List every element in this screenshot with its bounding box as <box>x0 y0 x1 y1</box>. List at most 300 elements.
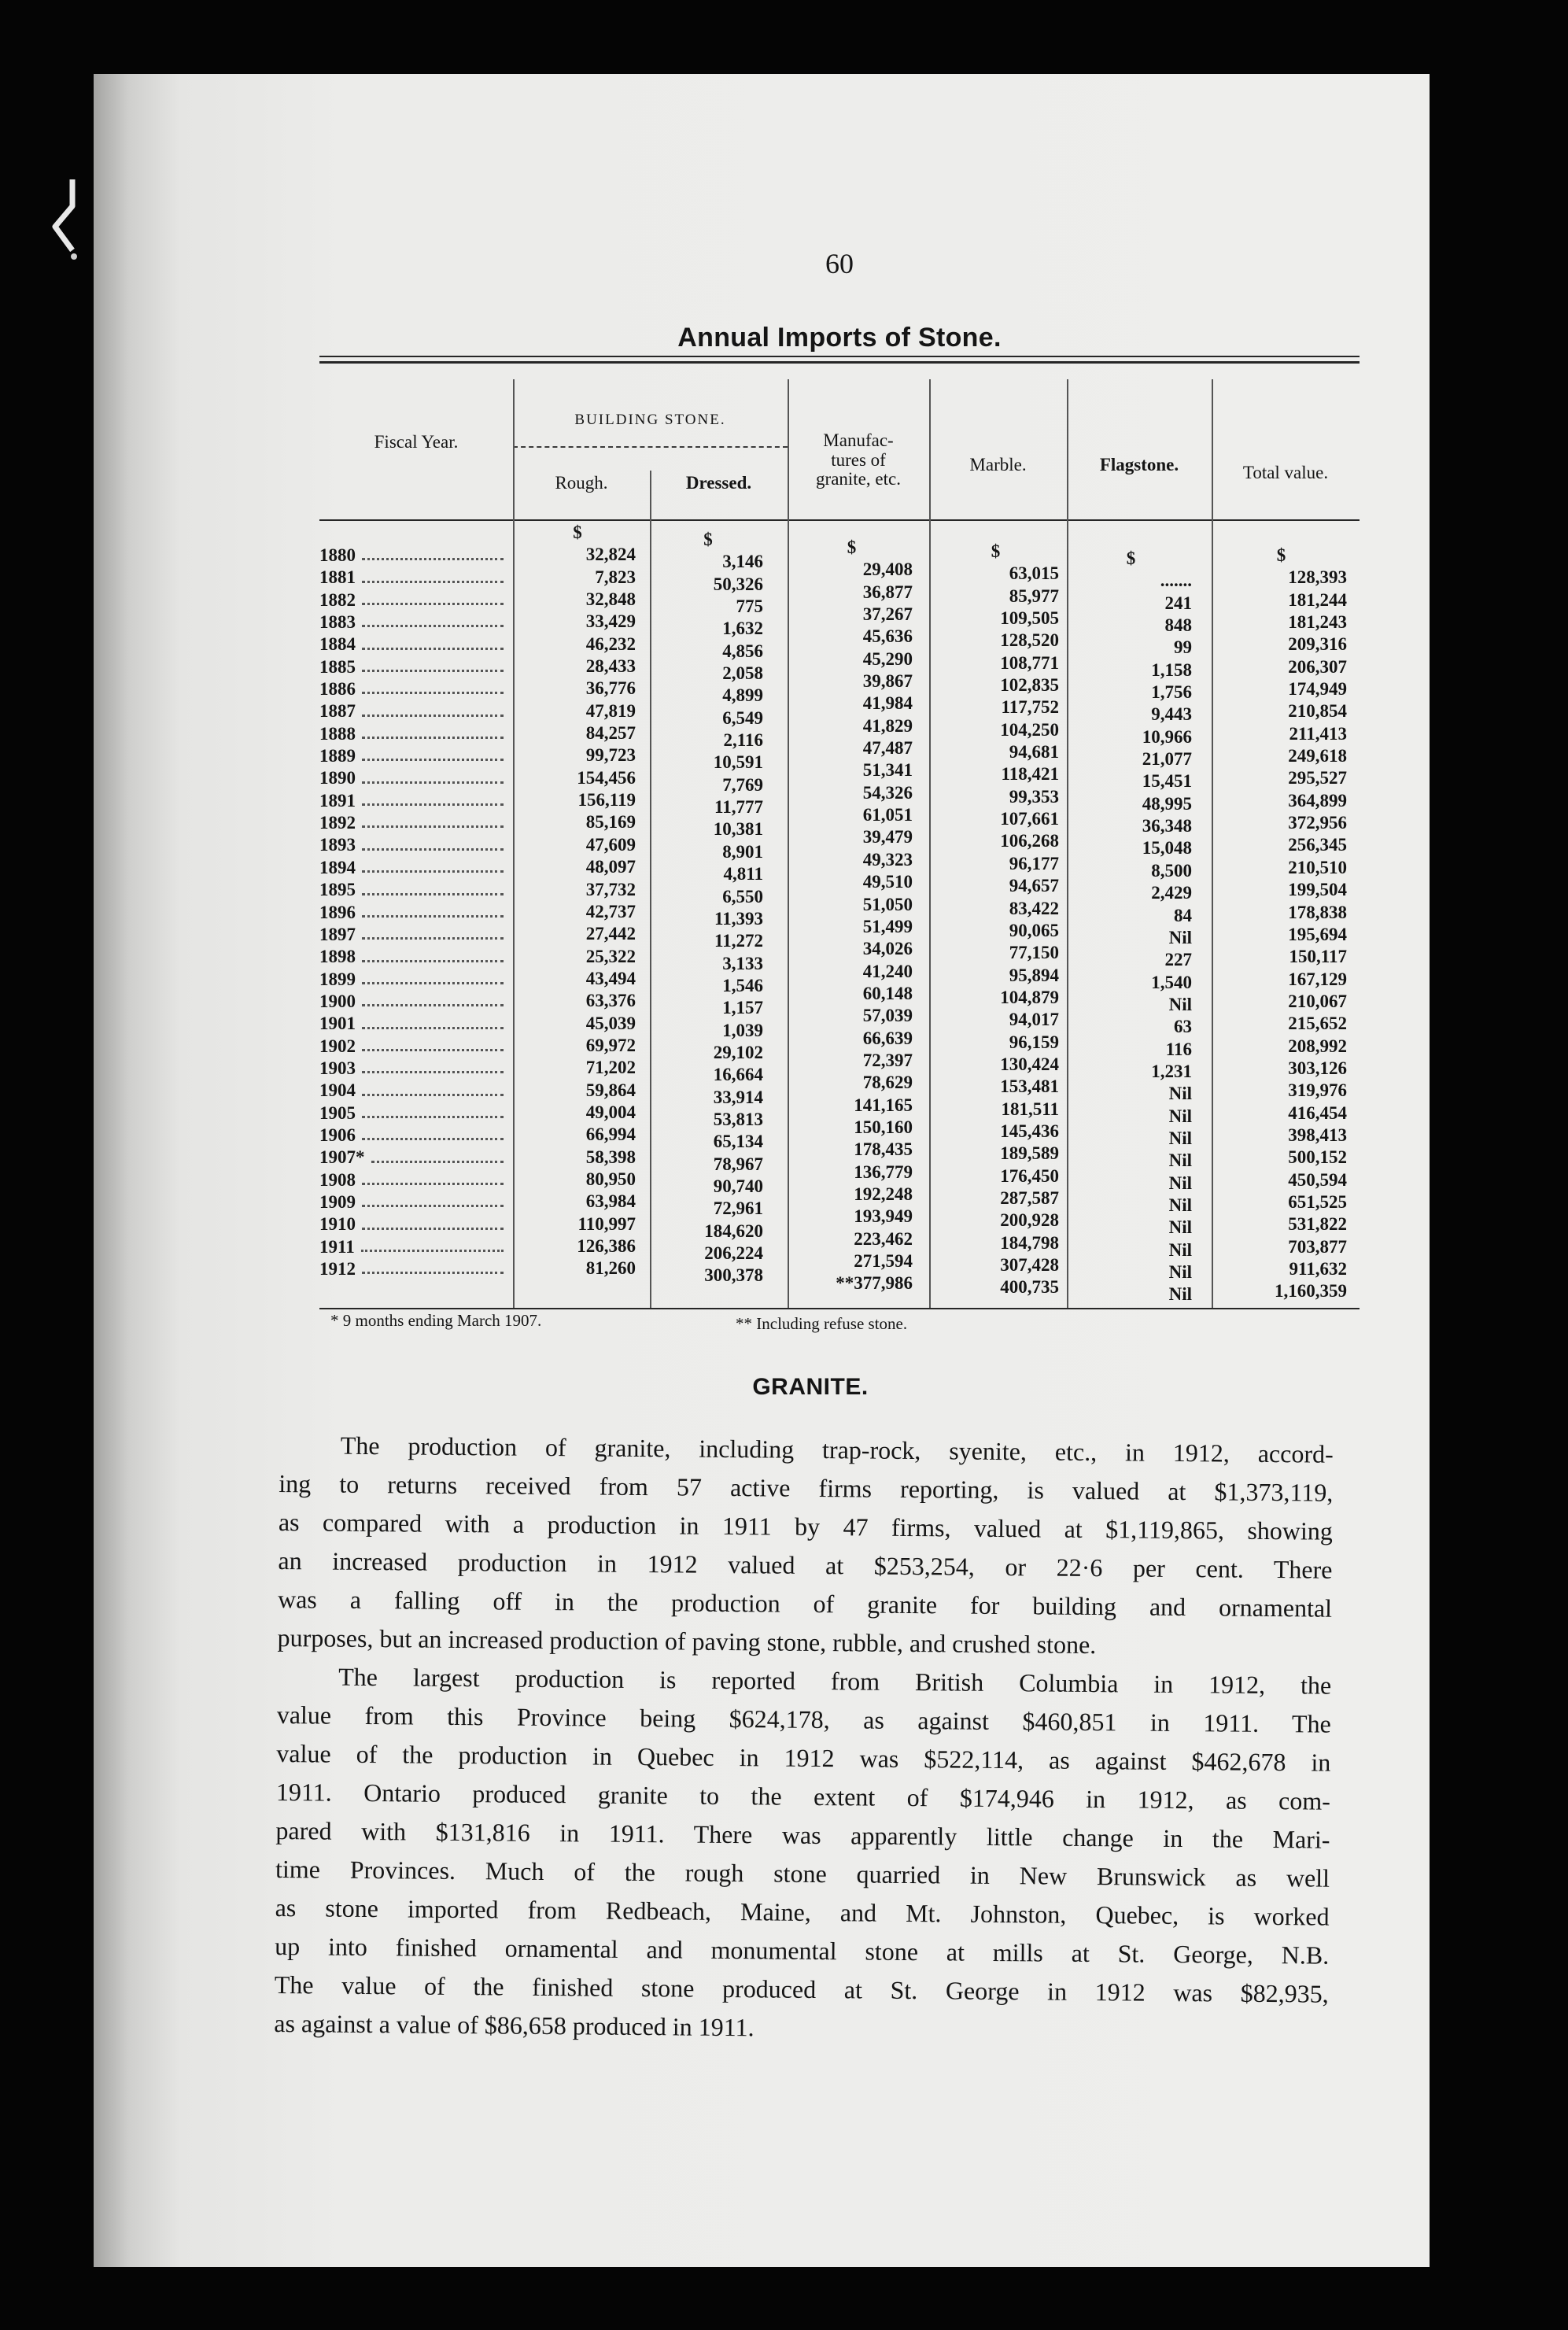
marble-column <box>932 541 1059 1299</box>
year-row <box>319 1124 505 1147</box>
scan-edge-mark <box>46 175 87 266</box>
year-row <box>319 834 505 856</box>
manufactures-value: 61,051 <box>862 805 913 825</box>
column-divider <box>1067 379 1068 1308</box>
dressed-value: 3,146 <box>722 552 763 572</box>
dressed-value: 2,058 <box>722 663 763 684</box>
paragraph-line: time Provinces. Much of the rough stone quarried in New Brunswick as well <box>275 1854 1330 1892</box>
marble-value: 287,587 <box>1000 1187 1059 1208</box>
footnote: * 9 months ending March 1907. <box>330 1311 542 1330</box>
marble-value: 130,424 <box>1000 1054 1059 1074</box>
dot-leader <box>362 1138 504 1140</box>
manufactures-value: 37,267 <box>862 604 913 625</box>
year-row <box>319 767 505 789</box>
rough-value: 99,723 <box>585 745 636 766</box>
manufactures-value: 47,487 <box>862 738 913 759</box>
flagstone-value: 99 <box>1174 637 1192 658</box>
manufactures-value: 271,594 <box>854 1251 913 1271</box>
header-fiscal-year: Fiscal Year. <box>374 432 459 452</box>
rough-column <box>519 522 636 1280</box>
section-body <box>274 1426 1334 2052</box>
year-row <box>319 924 505 946</box>
year-label: 1884 <box>319 634 356 655</box>
dot-leader <box>362 870 504 873</box>
paragraph-line: was a falling off in the production of granite for building and ornamental <box>277 1584 1333 1623</box>
marble-value: 128,520 <box>1000 630 1059 651</box>
manufactures-value: 141,165 <box>854 1095 913 1115</box>
manufactures-value: 192,248 <box>854 1183 913 1204</box>
dot-leader <box>362 715 504 717</box>
dot-leader <box>361 1250 504 1252</box>
year-row <box>319 1236 505 1258</box>
rough-value: 47,609 <box>585 834 636 855</box>
manufactures-value: 45,290 <box>862 648 913 669</box>
year-row <box>319 1147 505 1169</box>
total-value-value: 206,307 <box>1288 656 1347 677</box>
table-title: Annual Imports of Stone. <box>677 323 1002 353</box>
rough-value: 7,823 <box>595 567 636 587</box>
dot-leader <box>362 558 504 560</box>
marble-value: 99,353 <box>1009 786 1059 807</box>
header-manufactures-line: Manufac- <box>823 430 894 450</box>
manufactures-value: 41,984 <box>862 693 913 714</box>
footnote: ** Including refuse stone. <box>736 1314 908 1333</box>
year-row <box>319 678 505 700</box>
year-row <box>319 790 505 812</box>
manufactures-value: 39,479 <box>862 827 913 847</box>
paragraph-line: The largest production is reported from British Columbia in 1912, the <box>338 1662 1332 1700</box>
manufactures-value: 54,326 <box>862 782 913 803</box>
column-divider <box>1212 379 1213 1308</box>
dot-leader <box>362 1272 504 1274</box>
flagstone-value: 1,158 <box>1151 659 1192 680</box>
manufactures-value: 41,829 <box>862 715 913 736</box>
year-row <box>319 723 505 745</box>
rough-value: 28,433 <box>585 656 636 677</box>
year-label: 1887 <box>319 701 356 722</box>
dressed-value: 1,039 <box>722 1020 763 1040</box>
total-value-value: 181,243 <box>1288 612 1347 633</box>
manufactures-value: 36,877 <box>862 582 913 602</box>
total-value-value: 911,632 <box>1289 1259 1347 1279</box>
year-row <box>319 611 505 633</box>
rough-value: 154,456 <box>577 767 636 788</box>
flagstone-value: Nil <box>1168 1239 1192 1260</box>
manufactures-value: 72,397 <box>862 1050 913 1070</box>
flagstone-value: 84 <box>1174 905 1192 925</box>
flagstone-value: 116 <box>1165 1039 1192 1059</box>
flagstone-value: 10,966 <box>1142 726 1192 747</box>
rough-value: 81,260 <box>585 1258 636 1279</box>
dot-leader <box>362 1116 504 1118</box>
total-value-value: 1,160,359 <box>1275 1281 1347 1302</box>
column-divider <box>650 471 651 1308</box>
year-label: 1889 <box>319 746 356 766</box>
manufactures-value: 41,240 <box>862 961 913 981</box>
rough-value: 45,039 <box>585 1013 636 1033</box>
year-label: 1896 <box>319 902 356 922</box>
dressed-value: 11,272 <box>714 931 763 951</box>
dollar-sign: $ <box>847 537 857 557</box>
dressed-value: 10,591 <box>713 752 763 773</box>
marble-value: 181,511 <box>1001 1099 1059 1119</box>
dressed-value: 4,899 <box>722 685 763 706</box>
dressed-value: 775 <box>736 596 763 617</box>
manufactures-value: 223,462 <box>854 1228 913 1249</box>
total-value-value: 178,838 <box>1288 902 1347 922</box>
dot-leader <box>362 1004 504 1006</box>
dot-leader <box>362 825 504 828</box>
flagstone-value: 48,995 <box>1142 793 1192 814</box>
total-value-value: 398,413 <box>1288 1124 1347 1145</box>
year-label: 1886 <box>319 679 356 700</box>
marble-value: 200,928 <box>1000 1210 1059 1231</box>
dot-leader <box>362 1094 504 1096</box>
manufactures-value: 29,408 <box>862 559 913 580</box>
total-value-value: 249,618 <box>1288 746 1347 766</box>
dot-leader <box>362 1049 504 1051</box>
dressed-value: 6,549 <box>722 707 763 728</box>
paragraph-line: as compared with a production in 1911 by 47 firms, valued at $1,119,865, showing <box>278 1507 1334 1545</box>
dot-leader <box>362 848 504 851</box>
year-label: 1907* <box>319 1147 365 1168</box>
flagstone-value: 36,348 <box>1142 816 1192 836</box>
flagstone-value: Nil <box>1168 1172 1192 1193</box>
flagstone-value: 2,429 <box>1151 883 1192 903</box>
year-label: 1901 <box>319 1014 356 1034</box>
dressed-value: 78,967 <box>713 1154 763 1174</box>
manufactures-value: 51,341 <box>862 760 913 781</box>
manufactures-value: 60,148 <box>862 983 913 1003</box>
flagstone-value: 63 <box>1174 1017 1192 1037</box>
total-value-value: 167,129 <box>1288 969 1347 989</box>
rough-value: 25,322 <box>585 946 636 966</box>
year-label: 1904 <box>319 1080 356 1101</box>
manufactures-value: 49,323 <box>862 849 913 870</box>
dressed-value: 53,813 <box>713 1109 763 1129</box>
manufactures-column <box>791 537 913 1295</box>
rough-value: 80,950 <box>585 1169 636 1189</box>
rough-value: 48,097 <box>585 857 636 877</box>
dollar-sign: $ <box>991 541 1001 561</box>
flagstone-value: Nil <box>1168 994 1192 1014</box>
marble-value: 153,481 <box>1000 1076 1059 1097</box>
manufactures-value: 178,435 <box>854 1139 913 1160</box>
marble-value: 96,177 <box>1009 853 1059 873</box>
flagstone-column <box>1070 548 1192 1306</box>
dressed-value: 3,133 <box>722 953 763 973</box>
header-dressed: Dressed. <box>685 473 752 493</box>
dressed-value: 33,914 <box>713 1087 763 1107</box>
year-row <box>319 1102 505 1124</box>
dressed-value: 11,393 <box>714 908 763 929</box>
dressed-value: 90,740 <box>713 1176 763 1196</box>
dot-leader <box>362 625 504 627</box>
dollar-sign: $ <box>1276 545 1286 565</box>
table-top-rule <box>319 356 1360 357</box>
dressed-value: 11,777 <box>714 797 763 818</box>
dot-leader <box>362 581 504 583</box>
flagstone-value: ....... <box>1160 570 1192 591</box>
rough-value: 110,997 <box>577 1213 636 1234</box>
dressed-value: 72,961 <box>713 1198 763 1219</box>
year-row <box>319 1258 505 1280</box>
flagstone-value: 848 <box>1164 615 1192 636</box>
total-value-value: 450,594 <box>1288 1169 1347 1190</box>
marble-value: 83,422 <box>1009 898 1059 918</box>
year-label: 1888 <box>319 723 356 744</box>
marble-value: 400,735 <box>1000 1277 1059 1298</box>
year-row <box>319 946 505 968</box>
dressed-value: 206,224 <box>704 1243 763 1263</box>
marble-value: 106,268 <box>1000 831 1059 851</box>
year-label: 1909 <box>319 1191 356 1212</box>
flagstone-value: Nil <box>1168 1195 1192 1215</box>
dressed-value: 6,550 <box>722 886 763 907</box>
year-label: 1902 <box>319 1036 356 1056</box>
paragraph-line: pared with $131,816 in 1911. There was apparently little change in the Mari- <box>275 1815 1330 1854</box>
total-value-value: 256,345 <box>1288 835 1347 855</box>
flagstone-value: Nil <box>1168 1084 1192 1104</box>
marble-value: 107,661 <box>1000 809 1059 829</box>
column-divider <box>788 379 789 1308</box>
flagstone-value: 21,077 <box>1142 749 1192 770</box>
marble-value: 307,428 <box>1000 1255 1059 1275</box>
header-manufactures-line: granite, etc. <box>816 469 901 489</box>
manufactures-value: **377,986 <box>836 1273 913 1294</box>
dressed-value: 7,769 <box>722 774 763 795</box>
dot-leader <box>362 692 504 694</box>
rough-value: 27,442 <box>585 924 636 944</box>
dot-leader <box>362 1027 504 1029</box>
dressed-value: 29,102 <box>713 1042 763 1062</box>
year-row <box>319 879 505 901</box>
column-divider <box>929 379 931 1308</box>
rough-value: 156,119 <box>577 790 636 811</box>
total-value-value: 531,822 <box>1288 1214 1347 1235</box>
marble-value: 94,017 <box>1009 1010 1059 1030</box>
dressed-value: 4,811 <box>723 864 763 884</box>
year-row <box>319 545 505 567</box>
dot-leader <box>362 781 504 784</box>
dot-leader <box>362 648 504 650</box>
manufactures-value: 57,039 <box>862 1006 913 1026</box>
year-label: 1885 <box>319 656 356 677</box>
flagstone-value: 15,451 <box>1142 771 1192 792</box>
year-label: 1910 <box>319 1214 356 1235</box>
dressed-value: 4,856 <box>722 641 763 661</box>
year-label: 1891 <box>319 790 356 811</box>
dot-leader <box>362 1071 504 1073</box>
total-value-value: 364,899 <box>1288 790 1347 811</box>
year-label: 1912 <box>319 1259 356 1279</box>
rough-value: 84,257 <box>585 723 636 744</box>
year-label: 1882 <box>319 589 356 610</box>
year-label: 1906 <box>319 1124 356 1145</box>
header-manufactures-line: tures of <box>831 449 886 470</box>
manufactures-value: 150,160 <box>854 1117 913 1137</box>
paragraph-line: ing to returns received from 57 active firms reporting, is valued at $1,373,119, <box>279 1468 1334 1507</box>
paragraph-line: as stone imported from Redbeach, Maine, and Mt. Johnston, Quebec, is worked <box>275 1892 1330 1931</box>
flagstone-value: 241 <box>1164 593 1192 613</box>
year-label: 1893 <box>319 835 356 855</box>
paragraph-line: up into finished ornamental and monumental stone at mills at St. George, N.B. <box>275 1931 1330 1970</box>
fiscal-year-column <box>319 545 505 1280</box>
total-value-value: 211,413 <box>1289 723 1347 744</box>
year-row <box>319 700 505 722</box>
year-row <box>319 857 505 879</box>
rough-value: 126,386 <box>577 1236 636 1256</box>
rough-value: 58,398 <box>585 1147 636 1167</box>
flagstone-value: 15,048 <box>1142 838 1192 859</box>
flagstone-value: Nil <box>1168 1284 1192 1305</box>
dot-leader <box>362 982 504 984</box>
paragraph-line: value from this Province being $624,178, as against $460,851 in 1911. The <box>276 1700 1331 1738</box>
marble-value: 104,250 <box>1000 719 1059 740</box>
manufactures-value: 193,949 <box>854 1206 913 1227</box>
paragraph-line: an increased production in 1912 valued at $253,254, or 22·6 per cent. There <box>278 1545 1333 1584</box>
dollar-sign: $ <box>573 522 582 542</box>
year-label: 1880 <box>319 545 356 565</box>
year-row <box>319 633 505 655</box>
manufactures-value: 51,050 <box>862 894 913 914</box>
paragraph-line: as against a value of $86,658 produced in 1911. <box>274 2008 754 2042</box>
flagstone-value: Nil <box>1168 1217 1192 1238</box>
flagstone-value: 1,756 <box>1151 682 1192 703</box>
header-total-value: Total value. <box>1242 463 1329 482</box>
total-value-value: 174,949 <box>1288 679 1347 700</box>
total-value-value: 210,067 <box>1288 991 1347 1011</box>
paragraph-line: 1911. Ontario produced granite to the extent of $174,946 in 1912, as com- <box>275 1777 1331 1815</box>
rough-value: 47,819 <box>585 700 636 721</box>
rough-value: 66,994 <box>585 1124 636 1145</box>
dot-leader <box>362 893 504 895</box>
dot-leader <box>362 803 504 806</box>
table-bottom-rule <box>319 1308 1360 1309</box>
dot-leader <box>362 915 504 918</box>
total-value-value: 416,454 <box>1288 1102 1347 1123</box>
dressed-value: 1,157 <box>722 998 763 1018</box>
column-divider <box>513 379 515 1308</box>
total-value-value: 303,126 <box>1288 1058 1347 1078</box>
marble-value: 94,657 <box>1009 876 1059 896</box>
total-value-value: 208,992 <box>1288 1036 1347 1056</box>
rough-value: 49,004 <box>585 1102 636 1122</box>
year-label: 1892 <box>319 813 356 833</box>
total-value-column <box>1216 545 1347 1303</box>
total-value-value: 500,152 <box>1288 1147 1347 1168</box>
paragraph-line: The production of granite, including trap-rock, syenite, etc., in 1912, accord- <box>340 1431 1334 1468</box>
year-label: 1881 <box>319 567 356 588</box>
section-heading: GRANITE. <box>752 1374 869 1400</box>
flagstone-value: 8,500 <box>1151 860 1192 881</box>
marble-value: 104,879 <box>1000 987 1059 1007</box>
rough-value: 32,848 <box>585 589 636 610</box>
manufactures-value: 49,510 <box>862 872 913 892</box>
marble-value: 108,771 <box>1000 652 1059 673</box>
flagstone-value: 1,231 <box>1151 1061 1192 1081</box>
flagstone-value: Nil <box>1168 1262 1192 1282</box>
paragraph-line: purposes, but an increased production of paving stone, rubble, and crushed stone. <box>277 1623 1097 1660</box>
marble-value: 90,065 <box>1009 920 1059 940</box>
year-label: 1898 <box>319 947 356 967</box>
dollar-sign: $ <box>1126 548 1136 568</box>
year-row <box>319 969 505 991</box>
flagstone-value: 1,540 <box>1151 972 1192 992</box>
dressed-value: 184,620 <box>704 1220 763 1241</box>
year-row <box>319 1191 505 1213</box>
rough-value: 32,824 <box>585 545 636 565</box>
year-row <box>319 1080 505 1102</box>
dot-leader <box>362 1228 504 1230</box>
manufactures-value: 51,499 <box>862 916 913 936</box>
total-value-value: 150,117 <box>1289 947 1347 967</box>
header-bottom-rule <box>319 519 1360 521</box>
total-value-value: 199,504 <box>1288 880 1347 900</box>
year-label: 1895 <box>319 880 356 900</box>
dot-leader <box>362 937 504 940</box>
dot-leader <box>362 1205 504 1207</box>
paragraph-line: The value of the finished stone produced at St. George in 1912 was $82,935, <box>274 1970 1329 2008</box>
rough-value: 59,864 <box>585 1080 636 1100</box>
total-value-value: 195,694 <box>1288 924 1347 944</box>
rough-value: 63,984 <box>585 1191 636 1212</box>
dot-leader <box>362 1183 504 1185</box>
marble-value: 145,436 <box>1000 1121 1059 1141</box>
rough-value: 71,202 <box>585 1058 636 1078</box>
manufactures-value: 45,636 <box>862 626 913 647</box>
dressed-value: 16,664 <box>713 1065 763 1085</box>
total-value-value: 128,393 <box>1288 567 1347 588</box>
marble-value: 96,159 <box>1009 1032 1059 1052</box>
marble-value: 63,015 <box>1009 563 1059 584</box>
marble-value: 189,589 <box>1000 1143 1059 1164</box>
marble-value: 94,681 <box>1009 742 1059 763</box>
manufactures-value: 78,629 <box>862 1073 913 1093</box>
dressed-column <box>653 529 763 1287</box>
marble-value: 102,835 <box>1000 675 1059 696</box>
flagstone-value: Nil <box>1168 927 1192 947</box>
dot-leader <box>362 670 504 672</box>
header-flagstone: Flagstone. <box>1099 455 1179 474</box>
rough-value: 85,169 <box>585 812 636 833</box>
rough-value: 36,776 <box>585 678 636 699</box>
manufactures-value: 136,779 <box>854 1161 913 1182</box>
paragraph-line: value of the production in Quebec in 1912 was $522,114, as against $462,678 in <box>276 1738 1331 1777</box>
rough-value: 46,232 <box>585 633 636 654</box>
rough-value: 37,732 <box>585 879 636 899</box>
marble-value: 85,977 <box>1009 585 1059 606</box>
total-value-value: 209,316 <box>1288 634 1347 655</box>
marble-value: 176,450 <box>1000 1165 1059 1186</box>
total-value-value: 703,877 <box>1288 1236 1347 1257</box>
dressed-value: 50,326 <box>713 574 763 594</box>
year-row <box>319 1036 505 1058</box>
header-building-stone: BUILDING STONE. <box>574 412 726 428</box>
dot-leader <box>362 759 504 761</box>
dot-leader <box>362 960 504 962</box>
total-value-value: 215,652 <box>1288 1014 1347 1034</box>
year-row <box>319 656 505 678</box>
flagstone-value: Nil <box>1168 1106 1192 1126</box>
year-row <box>319 902 505 924</box>
flagstone-value: Nil <box>1168 1128 1192 1148</box>
building-stone-underline <box>513 446 788 448</box>
marble-value: 117,752 <box>1001 697 1059 718</box>
manufactures-value: 34,026 <box>862 939 913 959</box>
total-value-value: 210,510 <box>1288 857 1347 877</box>
flagstone-value: 9,443 <box>1151 704 1192 725</box>
